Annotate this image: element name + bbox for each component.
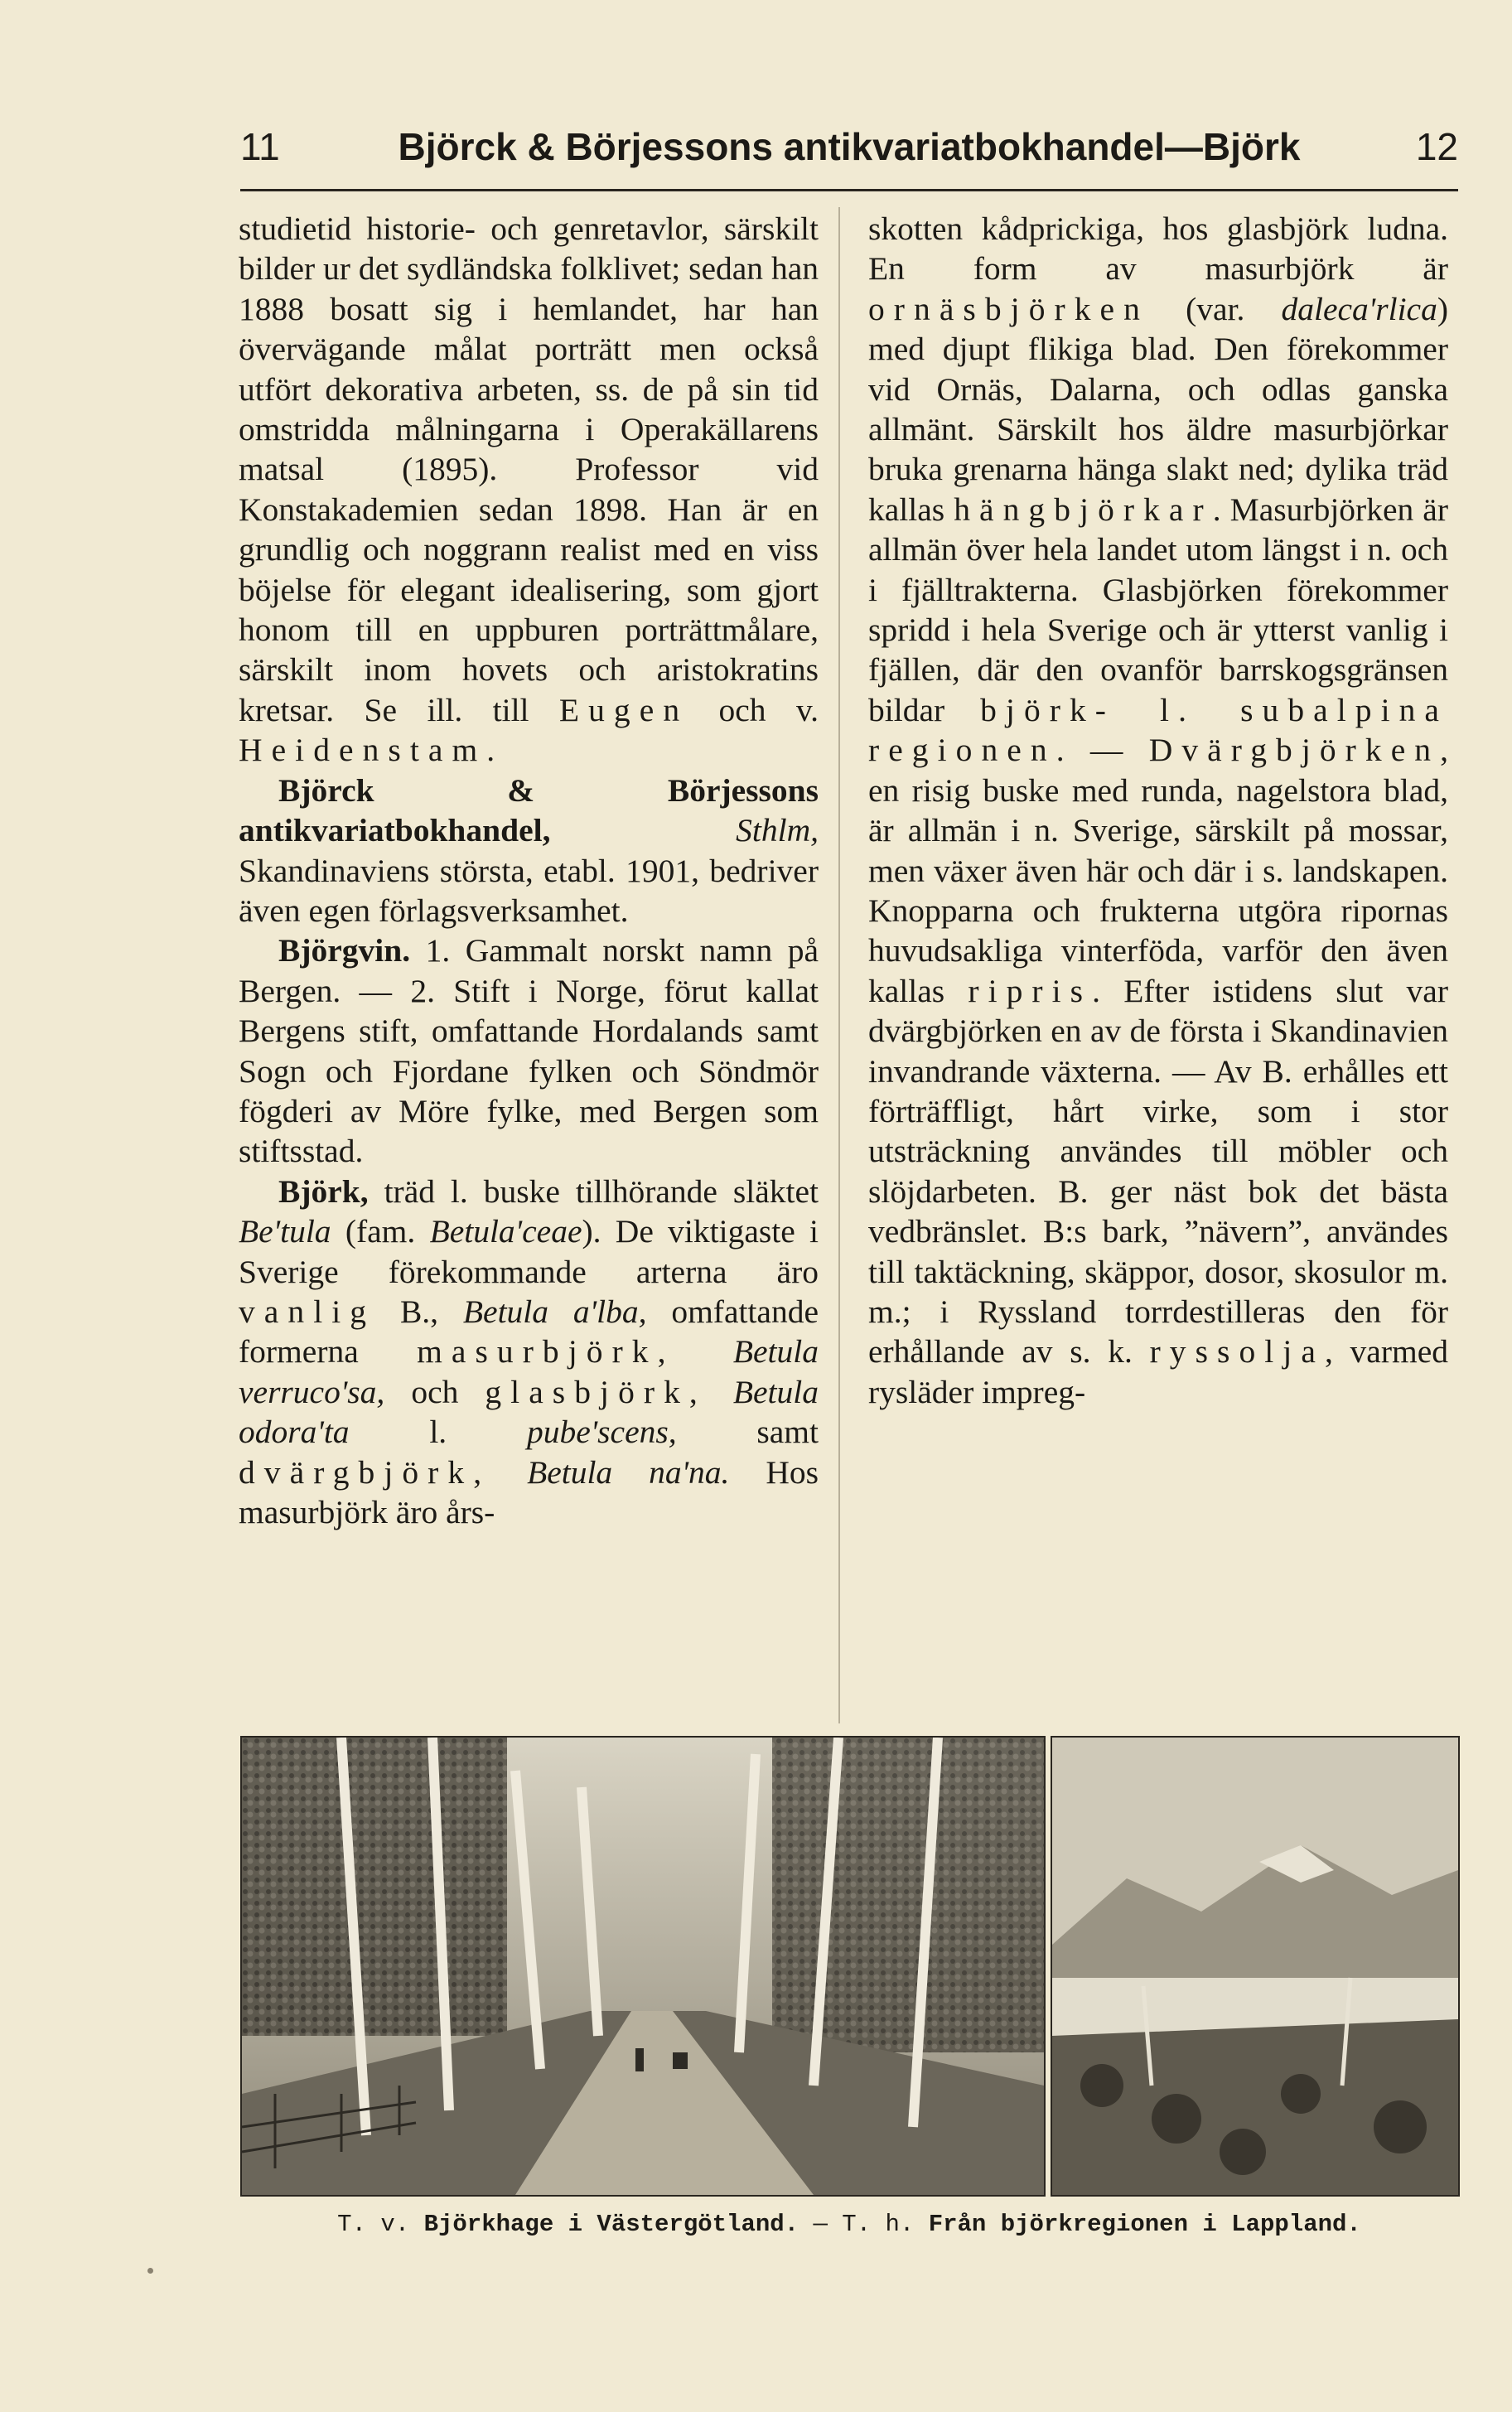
entry-headword: Björk, [278, 1172, 369, 1210]
entry-bjorgvin: Björgvin. 1. Gammalt norskt namn på Bergen. — 2. Stift i Norge, förut kallat Bergens stift, omfattande Hordalands samt Sogn och Fjordane fylken och Söndmör fögderi av Möre fylke, med Bergen som stiftsstad. [239, 932, 819, 1170]
photo-birch-region [1051, 1736, 1460, 2197]
entry-continuation: studietid historie- och genretavlor, särskilt bilder ur det sydländska folklivet; sedan han 1888 bosatt sig i hemlandet, har han övervägande målat porträtt men också utfört dekorativa arbeten, ss. de på sin tid omstridda målningarna i Operakällarens matsal (1895). Professor vid Konstakademien sedan 1898. Han är en grundlig och noggrann realist med en viss böjelse för elegant idealisering, som gjort honom till en uppburen porträttmålare, särskilt inom hovets och aristokratins kretsar. Se ill. till Eugen och v. Heidenstam. [239, 210, 819, 769]
image-caption: T. v. Björkhage i Västergötland. — T. h. Från björkregionen i Lappland. [337, 2211, 1361, 2238]
entry-bjorck-borjessons: Björck & Börjessons antikvariatbokhandel, Sthlm, Skandinaviens största, etabl. 1901, bedriver även egen förlagsverksamhet. [239, 771, 819, 929]
running-header [240, 118, 1458, 176]
entry-headword: Björgvin. [278, 932, 411, 969]
birch-avenue-image [242, 1738, 1044, 2195]
lappland-landscape-image [1052, 1738, 1458, 2195]
print-speck [147, 2268, 153, 2274]
left-column [239, 209, 819, 1729]
right-column [868, 209, 1448, 1729]
header-rule [240, 189, 1458, 191]
entry-bjork-continued: skotten kådprickiga, hos glasbjörk ludna. En form av masurbjörk är ornäsbjörken (var. daleca'rlica) med djupt flikiga blad. Den förekommer vid Ornäs, Dalarna, och odlas ganska allmänt. Särskilt hos äldre masurbjörkar bruka grenarna hänga slakt ned; dylika träd kallas hängbjörkar. Masurbjörken är allmän över hela landet utom längst i n. och i fjälltrakterna. Glasbjörken förekommer spridd i hela Sverige och är ytterst vanlig i fjällen, där den ovanför barrskogsgränsen bildar björk- l. subalpina regionen. — Dvärgbjörken, en risig buske med runda, nagelstora blad, är allmän i n. Sverige, särskilt på mossar, men växer även här och där i s. landskapen. Knopparna och frukterna utgöra ripornas huvudsakliga vinterföda, varför den även kallas ripris. Efter istidens slut var dvärgbjörken en av de första i Skandinavien invandrande växterna. — Av B. erhålles ett förträffligt, hårt virke, som i stor utsträckning användes till möbler och slöjdarbeten. B. ger näst bok det bästa vedbränslet. B:s bark, ”nävern”, användes till taktäckning, skäppor, dosor, skosulor m. m.; i Ryssland torrdestilleras den för erhållande av s. k. ryssolja, varmed rysläder impreg- [868, 210, 1448, 1410]
column-divider [838, 207, 840, 1723]
entry-headword: Björck & Börjessons antikvariatbokhandel, [239, 771, 819, 849]
page-number-right: 12 [1415, 125, 1458, 168]
photo-birch-pasture [240, 1736, 1046, 2197]
header-title: Björck & Börjessons antikvariatbokhandel—Björk [398, 125, 1301, 168]
entry-bjork: Björk, träd l. buske tillhörande släktet Be'tula (fam. Betula'ceae). De viktigaste i Sverige förekommande arterna äro vanlig B., Betula a'lba, omfattande formerna masurbjörk, Betula verruco'sa, och glasbjörk, Betula odora'ta l. pube'scens, samt dvärgbjörk, Betula na'na. Hos masurbjörk äro års- [239, 1172, 819, 1530]
page-number-left: 11 [240, 125, 280, 168]
